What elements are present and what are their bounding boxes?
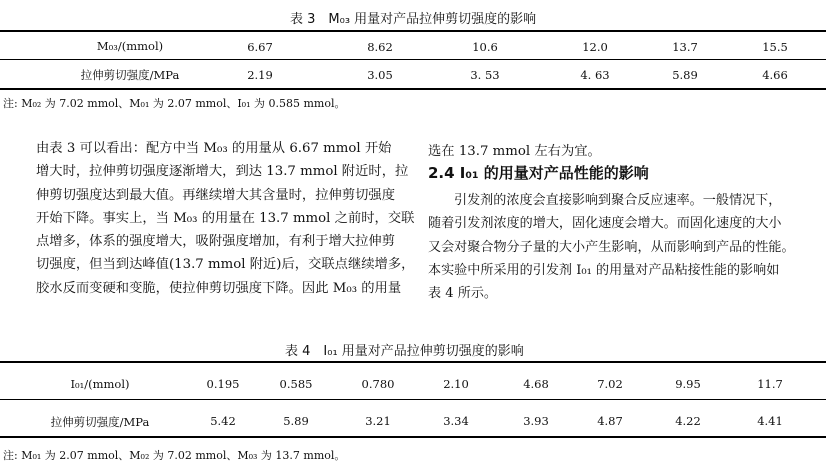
text-line: 引发剂的浓度会直接影响到聚合反应速率。一般情况下， [454, 193, 782, 208]
text-line: 伸剪切强度达到最大值。再继续增大其含量时，拉伸剪切强度 [36, 187, 396, 203]
table3-cell: 13.7 [672, 40, 698, 54]
table3-cell: 3. 53 [470, 68, 500, 82]
table3-cell: 5.89 [672, 68, 698, 82]
table4-row1-label: I₀₁/(mmol) [70, 377, 130, 391]
table4-caption: 表 4 I₀₁ 用量对产品拉伸剪切强度的影响 [285, 344, 524, 359]
table3-bottom-rule [0, 88, 826, 90]
table3-note: 注: M₀₂ 为 7.02 mmol、M₀₁ 为 2.07 mmol、I₀₁ 为 0.585 mmol。 [3, 97, 346, 110]
table3-cell: 10.6 [472, 40, 498, 54]
table3-cell: 8.62 [367, 40, 393, 54]
table4-cell: 4.68 [523, 377, 549, 391]
table4-bottom-rule [0, 436, 826, 438]
text-line: 胶水反而变硬和变脆，使拉伸剪切强度下降。因此 M₀₃ 的用量 [36, 280, 402, 296]
table3-cell: 2.19 [247, 68, 273, 82]
table4-note: 注: M₀₁ 为 2.07 mmol、M₀₂ 为 7.02 mmol、M₀₃ 为 13.7 mmol。 [3, 449, 346, 462]
table4-mid-rule [0, 399, 826, 400]
table4-cell: 0.585 [279, 377, 313, 391]
table4-cell: 2.10 [443, 377, 469, 391]
table4-cell: 3.21 [365, 414, 391, 428]
text-line: 由表 3 可以看出：配方中当 M₀₃ 的用量从 6.67 mmol 开始 [36, 141, 392, 156]
text-line: 点增多，体系的强度增大，吸附强度增加，有利于增大拉伸剪 [36, 234, 396, 250]
table4-cell: 3.93 [523, 414, 549, 428]
text-line: 又会对聚合物分子量的大小产生影响，从而影响到产品的性能。 [428, 239, 795, 255]
table3-mid-rule [0, 59, 826, 60]
text-line: 增大时，拉伸剪切强度逐渐增大，到达 13.7 mmol 附近时，拉 [36, 164, 409, 180]
text-line: 表 4 所示。 [428, 286, 498, 302]
text-line: 随着引发剂浓度的增大，固化速度会增大。而固化速度的大小 [428, 216, 782, 232]
table4-cell: 9.95 [675, 377, 701, 391]
table4-cell: 7.02 [597, 377, 623, 391]
table3-row1-label: M₀₃/(mmol) [96, 39, 164, 53]
left-column-text [36, 137, 414, 300]
table3-caption: 表 3 M₀₃ 用量对产品拉伸剪切强度的影响 [290, 12, 537, 27]
text-line: 开始下降。事实上，当 M₀₃ 的用量在 13.7 mmol 之前时，交联 [36, 210, 415, 226]
table3-cell: 4.66 [762, 68, 788, 82]
table4-cell: 3.34 [443, 414, 469, 428]
table3-top-rule [0, 30, 826, 32]
right-column-text [428, 189, 795, 305]
table3-cell: 12.0 [582, 40, 608, 54]
table4-top-rule [0, 361, 826, 363]
table4-cell: 0.780 [361, 377, 395, 391]
table4-cell: 5.42 [210, 414, 236, 428]
table3-cell: 4. 63 [580, 68, 610, 82]
text-line: 切强度，但当到达峰值(13.7 mmol 附近)后，交联点继续增多， [36, 257, 415, 273]
right-first-line: 选在 13.7 mmol 左右为宜。 [428, 144, 601, 159]
text-line: 本实验中所采用的引发剂 I₀₁ 的用量对产品粘接性能的影响如 [428, 262, 780, 278]
table3-row2-label: 拉伸剪切强度/MPa [80, 68, 180, 82]
table4-cell: 4.87 [597, 414, 623, 428]
table3-cell: 6.67 [247, 40, 273, 54]
table4-cell: 4.22 [675, 414, 701, 428]
table4-cell: 4.41 [757, 414, 783, 428]
table4-cell: 0.195 [206, 377, 240, 391]
table4-cell: 5.89 [283, 414, 309, 428]
section-heading: 2.4 I₀₁ 的用量对产品性能的影响 [428, 164, 649, 182]
table4-row2-label: 拉伸剪切强度/MPa [50, 415, 150, 429]
table3-cell: 15.5 [762, 40, 788, 54]
table4-cell: 11.7 [757, 377, 783, 391]
table3-cell: 3.05 [367, 68, 393, 82]
